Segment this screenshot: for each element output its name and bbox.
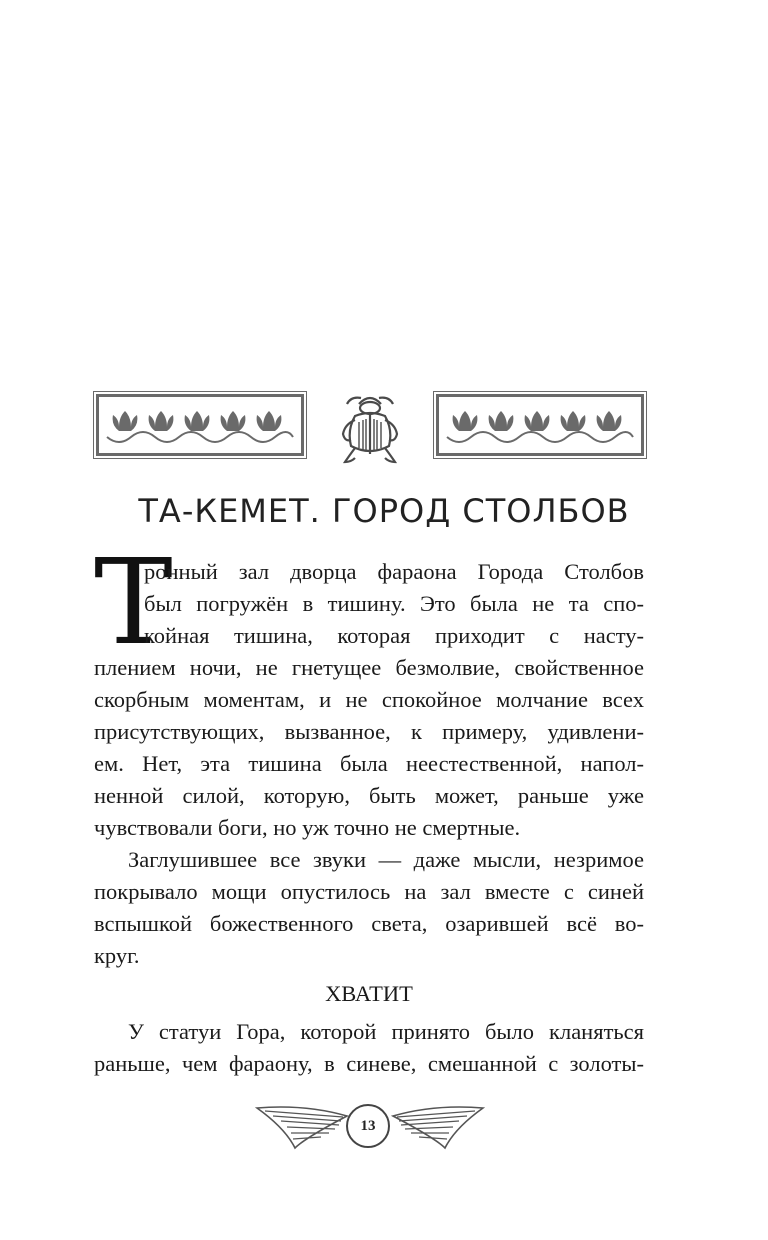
text-line: раньше, чем фараону, в синеве, смешанной с золоты- [94,1051,644,1076]
drop-cap: Т [94,533,173,671]
text-line: присутствующих, вызванное, к примеру, удивлени- [94,719,644,744]
text-line: ронный зал дворца фараона Города Столбов [144,559,644,584]
scarab-icon [335,390,405,470]
text-line: ХВАТИТ [325,981,413,1006]
centered-exclamation [94,978,644,1010]
text-line: был погружён в тишину. Это была не та спо- [144,591,644,616]
text-line: чувствовали боги, но уж точно не смертные. [94,815,521,840]
text-line: Заглушившее все звуки — даже мысли, незримое [128,847,644,872]
text-line: круг. [94,943,140,968]
paragraph-3 [94,1016,644,1080]
text-line: плением ночи, не гнетущее безмолвие, свойственное [94,655,644,680]
text-line: койная тишина, которая приходит с насту- [144,623,644,648]
chapter-ornament-row [0,390,768,470]
page-number: 13 [346,1104,390,1148]
paragraph-1 [94,556,644,844]
text-line: покрывало мощи опустилось на зал вместе с синей [94,879,644,904]
text-line: ненной силой, которую, быть может, раньше уже [94,783,644,808]
lotus-frieze-icon [436,394,644,456]
text-line: У статуи Гора, которой принято было кланяться [128,1019,644,1044]
lotus-frieze-icon [96,394,304,456]
text-line: ем. Нет, эта тишина была неестественной, напол- [94,751,644,776]
text-line: скорбным моментам, и не спокойное молчание всех [94,687,644,712]
text-line: вспышкой божественного света, озарившей всё во- [94,911,644,936]
chapter-title: ТА-КЕМЕТ. ГОРОД СТОЛБОВ [138,492,630,530]
paragraph-2 [94,844,644,972]
